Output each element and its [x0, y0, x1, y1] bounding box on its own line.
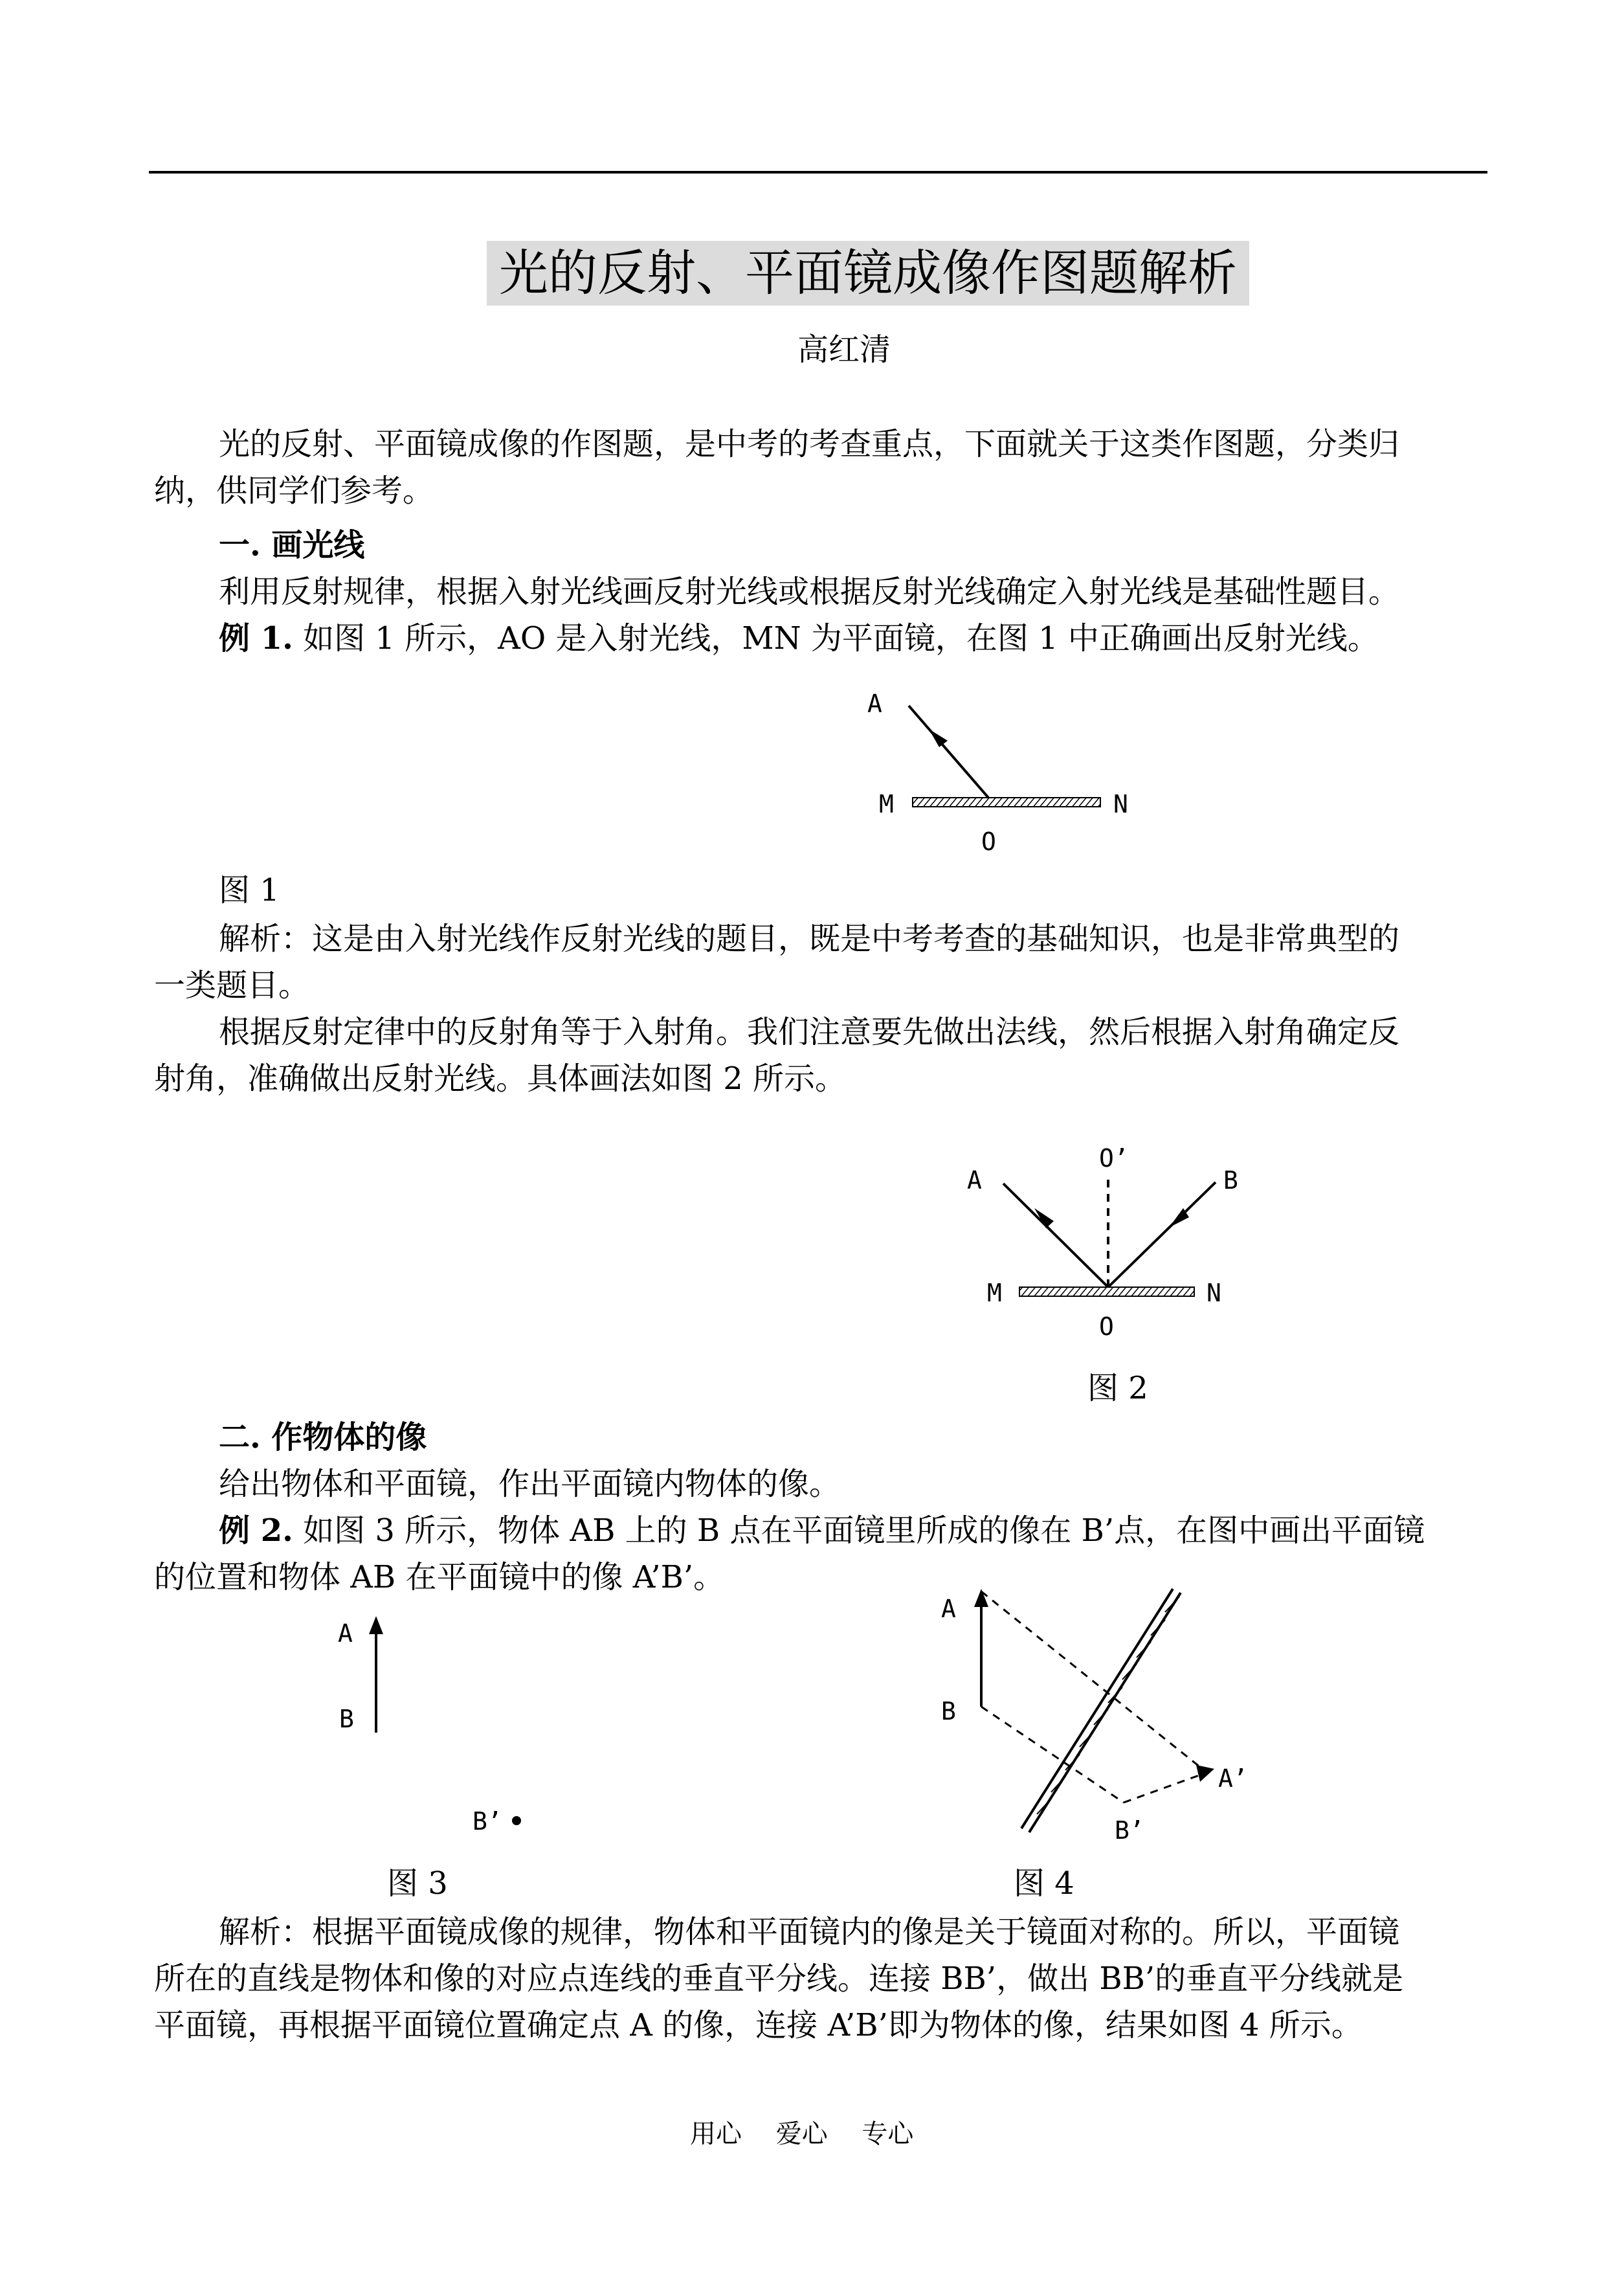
label-a: A: [338, 1619, 353, 1648]
reflected-ray-ob: [1108, 1182, 1216, 1287]
incident-ray-ao: [909, 706, 988, 798]
label-o: O: [981, 827, 996, 856]
section1: [154, 522, 1487, 662]
intro-paragraph: [154, 421, 1487, 514]
line-a-a-prime: [981, 1591, 1204, 1770]
label-o: O: [1099, 1312, 1114, 1341]
label-b: B: [941, 1697, 956, 1725]
label-b: B: [339, 1705, 354, 1733]
label-b-prime: B’: [473, 1807, 502, 1836]
analysis3: [154, 1909, 1487, 2049]
example2-line-2: 的位置和物体 AB 在平面镜中的像 A’B’。: [154, 1559, 725, 1595]
label-n: N: [1207, 1279, 1221, 1307]
fig1-caption: 图 1: [219, 872, 280, 908]
section2-text: 给出物体和平面镜，作出平面镜内物体的像。: [219, 1466, 841, 1502]
mirror-mn: [913, 798, 1100, 807]
label-n: N: [1113, 790, 1128, 818]
example1-text: 如图 1 所示，AO 是入射光线，MN 为平面镜，在图 1 中正确画出反射光线。: [303, 620, 1379, 657]
point-b-prime: [512, 1816, 521, 1825]
fig4-caption: 图 4: [1014, 1865, 1074, 1902]
intro-line-1: 光的反射、平面镜成像的作图题，是中考的考查重点，下面就关于这类作图题，分类归: [219, 426, 1400, 462]
incident-ray-ao: [1003, 1184, 1108, 1287]
line-b-b-prime: [981, 1707, 1124, 1803]
label-o-prime: O’: [1099, 1144, 1129, 1173]
section2: [154, 1414, 1487, 1601]
section1-heading: 一. 画光线: [219, 527, 365, 563]
mirror: [1021, 1589, 1181, 1832]
arrowhead-ao: [929, 729, 948, 747]
label-a: A: [941, 1595, 956, 1623]
example2: [154, 1507, 1487, 1554]
example2-label: 例 2.: [219, 1512, 293, 1549]
figure-2: [958, 1140, 1269, 1347]
label-a: A: [867, 690, 882, 718]
figure-4: [932, 1580, 1295, 1858]
image-a-prime-b-prime: [1124, 1774, 1203, 1803]
author: 高红清: [797, 331, 891, 368]
analysis3-line-2: 所在的直线是物体和像的对应点连线的垂直平分线。连接 BB’，做出 BB’的垂直平分线就是: [154, 1961, 1404, 1997]
label-b-prime: B’: [1115, 1816, 1144, 1845]
arrowhead-a: [369, 1616, 383, 1634]
intro-line-2: 纳，供同学们参考。: [154, 473, 434, 509]
label-a-prime: A’: [1218, 1764, 1248, 1793]
fig3-caption: 图 3: [387, 1865, 448, 1902]
fig2-caption: 图 2: [1087, 1370, 1148, 1406]
analysis2-line-2: 射角，准确做出反射光线。具体画法如图 2 所示。: [154, 1061, 847, 1097]
analysis1-line-2: 一类题目。: [154, 967, 310, 1004]
figure-1: [854, 680, 1152, 868]
example1-label: 例 1.: [219, 620, 293, 657]
analysis3-line-1: 解析：根据平面镜成像的规律，物体和平面镜内的像是关于镜面对称的。所以，平面镜: [219, 1914, 1400, 1950]
section1-text: 利用反射规律，根据入射光线画反射光线或根据反射光线确定入射光线是基础性题目。: [219, 574, 1400, 610]
example1: [154, 615, 1487, 662]
analysis3-line-3: 平面镜，再根据平面镜位置确定点 A 的像，连接 A’B’即为物体的像，结果如图 4 所示。: [154, 2007, 1363, 2043]
page-title: 光的反射、平面镜成像作图题解析: [487, 241, 1249, 306]
section2-heading: 二. 作物体的像: [219, 1419, 427, 1455]
label-m: M: [987, 1279, 1002, 1307]
label-m: M: [879, 790, 894, 818]
label-b: B: [1223, 1166, 1238, 1195]
page-footer: 用心 爱心 专心: [690, 2119, 914, 2149]
analysis1: [154, 916, 1487, 1102]
example2-line-1: 如图 3 所示，物体 AB 上的 B 点在平面镜里所成的像在 B’点，在图中画出平面镜: [303, 1512, 1425, 1549]
figure-3: [324, 1606, 557, 1839]
mirror-mn: [1019, 1287, 1194, 1296]
header-rule: [149, 171, 1487, 174]
analysis1-line-1: 解析：这是由入射光线作反射光线的题目，既是中考考查的基础知识，也是非常典型的: [219, 921, 1400, 957]
label-a: A: [967, 1166, 982, 1195]
analysis2-line-1: 根据反射定律中的反射角等于入射角。我们注意要先做出法线，然后根据入射角确定反: [219, 1014, 1400, 1050]
arrowhead-a-prime: [1196, 1765, 1214, 1782]
